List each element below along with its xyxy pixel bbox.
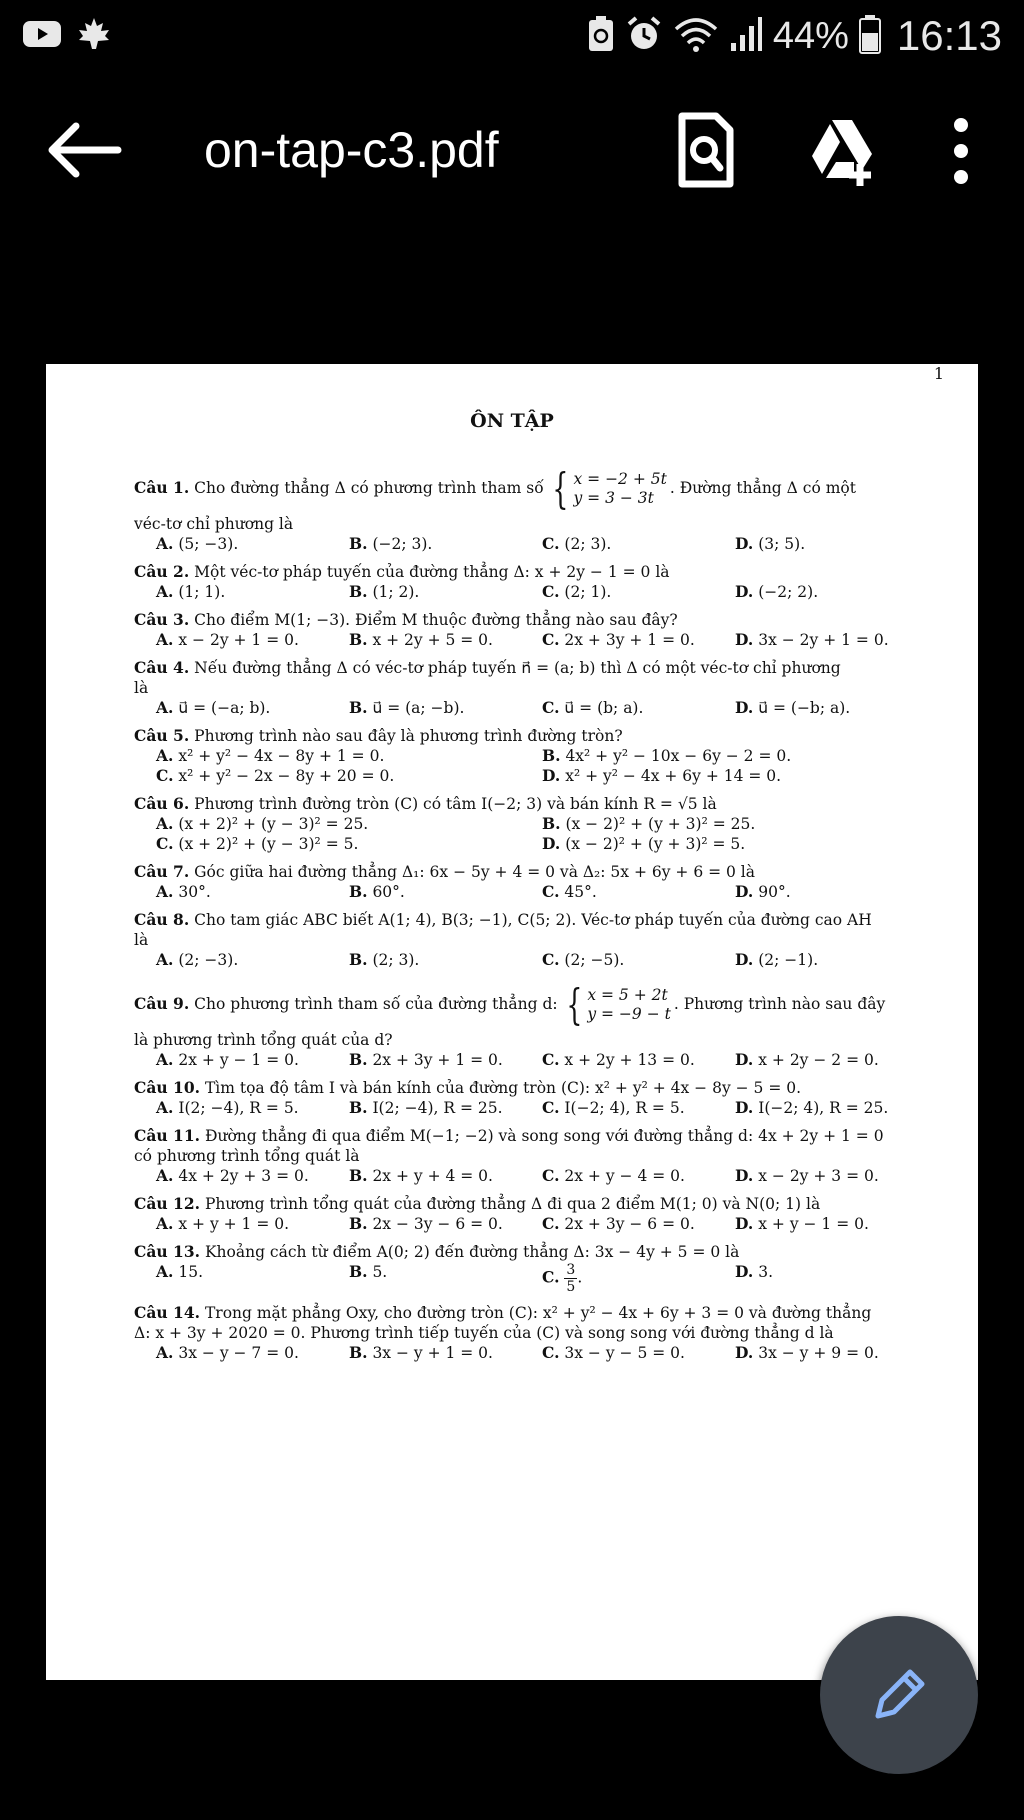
option-text: 5. [372, 1263, 388, 1281]
option-text: 60°. [372, 883, 405, 901]
add-to-drive-button[interactable] [808, 118, 882, 188]
equation-row: x = 5 + 2t [587, 986, 668, 1004]
option-letter: D. [735, 1050, 754, 1069]
battery-icon [859, 14, 881, 58]
option-text: x − 2y + 1 = 0. [178, 631, 299, 649]
answer-option [156, 534, 349, 554]
option-letter: B. [349, 950, 368, 969]
answer-option [349, 1343, 542, 1363]
question [134, 1126, 912, 1186]
option-text: x² + y² − 4x − 8y + 1 = 0. [178, 747, 385, 765]
option-letter: B. [542, 746, 561, 765]
option-text: (1; 1). [178, 583, 226, 601]
option-text: . [577, 1268, 583, 1287]
search-document-button[interactable] [676, 112, 736, 188]
answer-option [156, 582, 349, 602]
option-text: 3x − 2y + 1 = 0. [758, 631, 889, 649]
question-list [134, 462, 912, 1371]
question-text-after: . Phương trình nào sau đây [673, 995, 886, 1013]
option-text: u⃗ = (b; a). [564, 699, 644, 717]
option-letter: C. [156, 766, 174, 785]
option-letter: C. [542, 698, 560, 717]
option-text: (x − 2)² + (y + 3)² = 5. [565, 835, 746, 853]
option-letter: D. [542, 834, 561, 853]
option-text: 45°. [564, 883, 597, 901]
answer-option [156, 1166, 349, 1186]
question-text: Khoảng cách từ điểm A(0; 2) đến đường thẳng Δ: 3x − 4y + 5 = 0 là [204, 1243, 740, 1261]
option-text: (−2; 2). [758, 583, 819, 601]
option-letter: D. [735, 630, 754, 649]
option-letter: D. [735, 582, 754, 601]
battery-saver-icon [587, 15, 615, 57]
answer-option [735, 1098, 934, 1118]
question [134, 978, 912, 1070]
option-letter: B. [349, 630, 368, 649]
answer-option [735, 1166, 934, 1186]
answer-option [542, 1262, 735, 1295]
answer-option [735, 582, 934, 602]
option-text: (x + 2)² + (y − 3)² = 5. [178, 835, 359, 853]
answer-option [349, 1214, 542, 1234]
option-text: 3. [758, 1263, 774, 1281]
answer-option [156, 1050, 349, 1070]
answer-option [735, 1343, 934, 1363]
option-text: x² + y² − 2x − 8y + 20 = 0. [178, 767, 395, 785]
answer-option [735, 698, 934, 718]
option-text: 2x − 3y − 6 = 0. [372, 1215, 503, 1233]
question-text: Phương trình đường tròn (C) có tâm I(−2; 3) và bán kính R = √5 là [194, 795, 717, 813]
option-letter: D. [735, 1098, 754, 1117]
answer-options [134, 950, 912, 970]
question-stem [134, 1242, 912, 1262]
question [134, 862, 912, 902]
option-text: x + y − 1 = 0. [758, 1215, 869, 1233]
answer-options [134, 1343, 912, 1363]
option-text: I(2; −4), R = 5. [178, 1099, 299, 1117]
option-letter: A. [156, 1098, 174, 1117]
answer-option [349, 1050, 542, 1070]
option-letter: B. [349, 1166, 368, 1185]
question-stem [134, 910, 912, 930]
answer-options [134, 814, 912, 854]
question-text: Tìm tọa độ tâm I và bán kính của đường tròn (C): x² + y² + 4x − 8y − 5 = 0. [204, 1079, 802, 1097]
question-text-after: . Đường thẳng Δ có một [669, 479, 856, 497]
option-text: (2; 1). [564, 583, 612, 601]
option-text: 2x + y + 4 = 0. [372, 1167, 493, 1185]
option-text: 3x − y − 5 = 0. [564, 1344, 685, 1362]
question [134, 1242, 912, 1295]
answer-option [156, 950, 349, 970]
option-text: 90°. [758, 883, 791, 901]
answer-options [134, 1098, 912, 1118]
answer-option [542, 630, 735, 650]
question-number: Câu 10. [134, 1078, 201, 1097]
answer-option [542, 1166, 735, 1186]
option-letter: C. [542, 630, 560, 649]
answer-option [349, 882, 542, 902]
fraction-denominator: 5 [566, 1279, 576, 1295]
pdf-page[interactable] [46, 364, 978, 1680]
option-letter: D. [735, 1214, 754, 1233]
answer-options [134, 1214, 912, 1234]
answer-option [735, 630, 934, 650]
answer-options [134, 630, 912, 650]
answer-option [156, 1262, 349, 1295]
option-letter: C. [542, 1214, 560, 1233]
question [134, 1194, 912, 1234]
answer-option [735, 882, 934, 902]
drive-add-icon [808, 118, 882, 188]
option-text: 15. [178, 1263, 204, 1281]
option-text: (2; 3). [372, 951, 420, 969]
question-number: Câu 8. [134, 910, 190, 929]
option-text: I(2; −4), R = 25. [372, 1099, 503, 1117]
option-letter: B. [349, 582, 368, 601]
answer-options [134, 698, 912, 718]
question [134, 794, 912, 854]
question-text: Góc giữa hai đường thẳng Δ₁: 6x − 5y + 4 = 0 và Δ₂: 5x + 6y + 6 = 0 là [194, 863, 756, 881]
option-text: x + 2y + 13 = 0. [564, 1051, 695, 1069]
answer-options [134, 582, 912, 602]
status-right [587, 12, 1002, 60]
status-bar [0, 0, 1024, 72]
answer-options [134, 746, 912, 786]
answer-option [156, 1098, 349, 1118]
question [134, 726, 912, 786]
question-stem [134, 862, 912, 882]
option-text: (2; −1). [758, 951, 819, 969]
question-number: Câu 1. [134, 478, 190, 497]
option-letter: A. [156, 582, 174, 601]
option-text: (5; −3). [178, 535, 239, 553]
brace: { [565, 980, 582, 1029]
option-letter: A. [156, 746, 174, 765]
answer-option [542, 834, 934, 854]
signal-icon [729, 15, 763, 57]
answer-option [542, 1214, 735, 1234]
option-text: 2x + 3y − 6 = 0. [564, 1215, 695, 1233]
app-bar [0, 90, 1024, 210]
option-letter: B. [349, 1262, 368, 1281]
equation-system [561, 980, 671, 1029]
option-letter: C. [542, 1343, 560, 1362]
option-letter: A. [156, 630, 174, 649]
question-text-continued: có phương trình tổng quát là [134, 1147, 360, 1165]
answer-option [349, 950, 542, 970]
option-letter: B. [349, 882, 368, 901]
question [134, 1303, 912, 1363]
answer-options [134, 1166, 912, 1186]
answer-option [542, 582, 735, 602]
option-text: 2x + y − 4 = 0. [564, 1167, 685, 1185]
answer-option [542, 814, 934, 834]
option-letter: A. [156, 1166, 174, 1185]
option-letter: A. [156, 882, 174, 901]
back-arrow-icon [44, 118, 124, 182]
option-text: x² + y² − 4x + 6y + 14 = 0. [565, 767, 782, 785]
option-text: 3x − y − 7 = 0. [178, 1344, 299, 1362]
option-text: 4x² + y² − 10x − 6y − 2 = 0. [565, 747, 792, 765]
question-number: Câu 5. [134, 726, 190, 745]
option-text: (1; 2). [372, 583, 420, 601]
page-heading: ÔN TẬP [470, 410, 554, 432]
option-letter: C. [542, 1166, 560, 1185]
question-text: Đường thẳng đi qua điểm M(−1; −2) và song song với đường thẳng d: 4x + 2y + 1 = 0 [204, 1127, 884, 1145]
question-text: Nếu đường thẳng Δ có véc-tơ pháp tuyến n⃗ = (a; b) thì Δ có một véc-tơ chỉ phương [194, 659, 841, 677]
option-letter: C. [542, 950, 560, 969]
option-letter: D. [735, 1166, 754, 1185]
option-letter: A. [156, 1214, 174, 1233]
question-text-continued: là [134, 931, 149, 949]
answer-option [156, 766, 542, 786]
answer-option [349, 1262, 542, 1295]
alarm-icon [625, 15, 663, 57]
option-text: 3x − y + 9 = 0. [758, 1344, 879, 1362]
question-stem [134, 462, 912, 514]
question-number: Câu 4. [134, 658, 190, 677]
question-number: Câu 7. [134, 862, 190, 881]
option-letter: B. [349, 1050, 368, 1069]
option-letter: C. [542, 534, 560, 553]
answer-option [156, 882, 349, 902]
question [134, 462, 912, 554]
answer-option [156, 814, 542, 834]
question-number: Câu 12. [134, 1194, 201, 1213]
option-letter: D. [542, 766, 561, 785]
option-text: (x + 2)² + (y − 3)² = 25. [178, 815, 369, 833]
question-number: Câu 13. [134, 1242, 201, 1261]
option-letter: D. [735, 1343, 754, 1362]
option-letter: B. [349, 534, 368, 553]
search-document-icon [676, 112, 736, 188]
question [134, 610, 912, 650]
question-stem [134, 978, 912, 1030]
answer-option [542, 698, 735, 718]
question-stem [134, 658, 912, 678]
battery-percent: 44% [772, 14, 849, 57]
equation-system [547, 464, 667, 513]
option-text: 2x + 3y + 1 = 0. [564, 631, 695, 649]
option-letter: C. [156, 834, 174, 853]
answer-option [156, 834, 542, 854]
question-number: Câu 11. [134, 1126, 201, 1145]
option-text: x − 2y + 3 = 0. [758, 1167, 879, 1185]
option-letter: C. [542, 1267, 560, 1287]
answer-option [349, 1166, 542, 1186]
question-text-continued: là phương trình tổng quát của d? [134, 1031, 393, 1049]
question-number: Câu 3. [134, 610, 190, 629]
answer-option [542, 1343, 735, 1363]
question-text: Cho đường thẳng Δ có phương trình tham số [194, 479, 544, 497]
question-stem [134, 1303, 912, 1323]
wifi-icon [673, 15, 719, 57]
answer-option [542, 766, 934, 786]
option-letter: A. [156, 814, 174, 833]
answer-option [735, 950, 934, 970]
answer-option [349, 698, 542, 718]
option-letter: C. [542, 1050, 560, 1069]
option-letter: A. [156, 1262, 174, 1281]
question-text: Trong mặt phẳng Oxy, cho đường tròn (C): x² + y² − 4x + 6y + 3 = 0 và đường thẳng [204, 1304, 872, 1322]
option-letter: D. [735, 1262, 754, 1281]
question [134, 1078, 912, 1118]
option-text: (x − 2)² + (y + 3)² = 25. [565, 815, 756, 833]
equation-row: y = 3 − 3t [573, 489, 654, 507]
option-text: u⃗ = (a; −b). [372, 699, 465, 717]
answer-option [156, 698, 349, 718]
answer-option [542, 534, 735, 554]
question-text: Cho tam giác ABC biết A(1; 4), B(3; −1), C(5; 2). Véc-tơ pháp tuyến của đường cao AH [194, 911, 872, 929]
option-letter: A. [156, 698, 174, 717]
answer-options [134, 882, 912, 902]
answer-option [156, 1214, 349, 1234]
question-text-continued: Δ: x + 3y + 2020 = 0. Phương trình tiếp tuyến của (C) và song song với đường thẳng d là [134, 1324, 834, 1342]
answer-option [349, 1098, 542, 1118]
answer-option [542, 1098, 735, 1118]
question-stem [134, 726, 912, 746]
answer-option [542, 1050, 735, 1070]
question [134, 562, 912, 602]
option-text: 30°. [178, 883, 211, 901]
document-title: on-tap-c3.pdf [204, 122, 499, 178]
question-stem [134, 1194, 912, 1214]
question-text: Phương trình nào sau đây là phương trình đường tròn? [194, 727, 623, 745]
option-letter: D. [735, 882, 754, 901]
option-text: u⃗ = (−b; a). [758, 699, 851, 717]
option-letter: B. [349, 1343, 368, 1362]
answer-option [542, 882, 735, 902]
option-text: 2x + y − 1 = 0. [178, 1051, 299, 1069]
option-text: 3x − y + 1 = 0. [372, 1344, 493, 1362]
option-letter: B. [349, 1098, 368, 1117]
equation-row: y = −9 − t [587, 1005, 671, 1023]
question-stem [134, 794, 912, 814]
more-vert-icon [944, 114, 978, 188]
question-stem [134, 562, 912, 582]
option-text: x + 2y − 2 = 0. [758, 1051, 879, 1069]
option-text: (3; 5). [758, 535, 806, 553]
option-letter: D. [735, 534, 754, 553]
answer-option [156, 746, 542, 766]
answer-options [134, 534, 912, 554]
brace: { [552, 464, 569, 513]
option-text: x + y + 1 = 0. [178, 1215, 290, 1233]
option-letter: C. [542, 882, 560, 901]
equation-row: x = −2 + 5t [573, 470, 667, 488]
question-stem [134, 1126, 912, 1146]
answer-option [156, 630, 349, 650]
option-letter: B. [349, 698, 368, 717]
option-letter: D. [735, 698, 754, 717]
answer-option [542, 950, 735, 970]
option-text: 2x + 3y + 1 = 0. [372, 1051, 503, 1069]
youtube-icon [22, 19, 62, 53]
answer-option [349, 630, 542, 650]
option-letter: C. [542, 1098, 560, 1117]
option-text: x + 2y + 5 = 0. [372, 631, 493, 649]
question-number: Câu 14. [134, 1303, 201, 1322]
option-letter: A. [156, 1050, 174, 1069]
option-text: I(−2; 4), R = 5. [564, 1099, 685, 1117]
option-text: 4x + 2y + 3 = 0. [178, 1167, 309, 1185]
question-text: Phương trình tổng quát của đường thẳng Δ đi qua 2 điểm M(1; 0) và N(0; 1) là [204, 1195, 821, 1213]
pencil-edit-icon [868, 1664, 930, 1726]
option-text: (2; 3). [564, 535, 612, 553]
answer-option [542, 746, 934, 766]
question [134, 910, 912, 970]
option-text: I(−2; 4), R = 25. [758, 1099, 889, 1117]
question-text: Cho phương trình tham số của đường thẳng d: [194, 995, 558, 1013]
fraction [564, 1262, 577, 1295]
option-letter: B. [349, 1214, 368, 1233]
question-stem [134, 1078, 912, 1098]
question-text-continued: là [134, 679, 149, 697]
maple-leaf-icon [76, 16, 112, 56]
question-text: Cho điểm M(1; −3). Điểm M thuộc đường thẳng nào sau đây? [194, 611, 678, 629]
option-letter: D. [735, 950, 754, 969]
fraction-numerator: 3 [566, 1262, 576, 1278]
question-text: Một véc-tơ pháp tuyến của đường thẳng Δ: x + 2y − 1 = 0 là [194, 563, 670, 581]
answer-option [156, 1343, 349, 1363]
page-number: 1 [933, 364, 944, 383]
option-text: (2; −3). [178, 951, 239, 969]
question-number: Câu 9. [134, 994, 190, 1013]
answer-option [349, 534, 542, 554]
answer-options [134, 1050, 912, 1070]
option-letter: C. [542, 582, 560, 601]
answer-option [735, 1214, 934, 1234]
question [134, 658, 912, 718]
question-stem [134, 610, 912, 630]
option-text: (2; −5). [564, 951, 625, 969]
edit-fab-button[interactable] [820, 1616, 978, 1774]
answer-options [134, 1262, 912, 1295]
question-number: Câu 2. [134, 562, 190, 581]
option-letter: A. [156, 534, 174, 553]
option-text: (−2; 3). [372, 535, 433, 553]
answer-option [349, 582, 542, 602]
answer-option [735, 1262, 934, 1295]
question-number: Câu 6. [134, 794, 190, 813]
back-button[interactable] [44, 118, 124, 182]
answer-option [735, 534, 934, 554]
option-text: u⃗ = (−a; b). [178, 699, 271, 717]
question-text-continued: véc-tơ chỉ phương là [134, 515, 294, 533]
option-letter: B. [542, 814, 561, 833]
answer-option [735, 1050, 934, 1070]
option-letter: A. [156, 1343, 174, 1362]
more-options-button[interactable] [944, 114, 978, 188]
clock: 16:13 [896, 12, 1002, 59]
status-left [22, 16, 112, 56]
option-letter: A. [156, 950, 174, 969]
